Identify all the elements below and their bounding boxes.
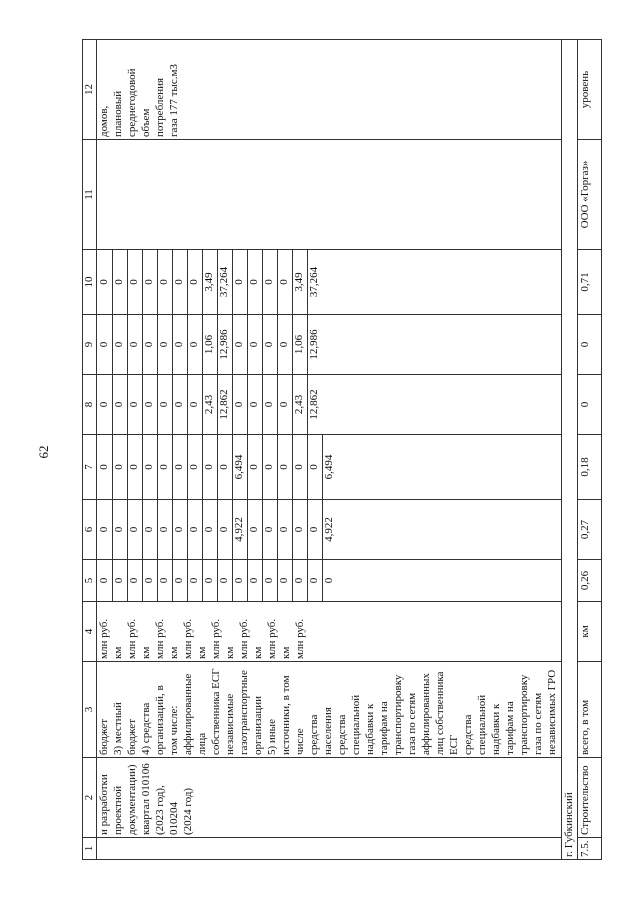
cell-line: 0 [308, 560, 323, 601]
cell-line: 0 [233, 375, 248, 434]
cell-line: квартал 010106 [140, 763, 152, 835]
table-row [577, 40, 601, 860]
column-number: 4 [83, 602, 97, 662]
page-number: 62 [36, 445, 51, 459]
values-col9 [97, 315, 562, 375]
cell-line: 0 [143, 500, 158, 559]
cell-line: 0 [278, 435, 293, 499]
cell-line: км [112, 646, 124, 659]
cell-line: 0 [248, 560, 263, 601]
cell-line: 0 [158, 375, 173, 434]
cell-line: средства [462, 714, 474, 755]
column-number: 8 [83, 375, 97, 435]
cell-line: 0 [143, 560, 158, 601]
table-row [97, 40, 562, 860]
cell-line: 0 [293, 560, 308, 601]
cell-line: 0 [173, 315, 188, 374]
cell-line: 0 [248, 315, 263, 374]
cell-line: (2023 год), [154, 785, 166, 835]
cell-line: 0 [143, 435, 158, 499]
cell-line: 3,49 [203, 250, 218, 314]
cell-line: независимых ГРО [546, 669, 558, 755]
values-col8 [97, 375, 562, 435]
cell-line: км [196, 646, 208, 659]
note: уровень [577, 40, 601, 140]
column-number: 6 [83, 500, 97, 560]
cell-line: 0 [203, 500, 218, 559]
cell-line: 0 [158, 560, 173, 601]
cell-line: газа по сетям [532, 692, 544, 755]
cell-line: 0 [248, 250, 263, 314]
value-col5: 0,26 [577, 560, 601, 602]
cell-line: 2,43 [203, 375, 218, 434]
value-col8: 0 [577, 375, 601, 435]
cell-line: населения [322, 707, 334, 755]
cell-line: транспортировку [392, 674, 404, 755]
cell-line: 12,986 [308, 329, 320, 360]
cell-line: 0 [98, 250, 113, 314]
row-number-cell [97, 838, 562, 860]
cell-line: 0 [158, 435, 173, 499]
cell-line: 0 [188, 315, 203, 374]
cell-line: 0 [263, 315, 278, 374]
cell-line: 0 [188, 435, 203, 499]
cell-line: 0 [293, 435, 308, 499]
cell-line: 0 [188, 250, 203, 314]
cell-line: бюджет [126, 719, 138, 755]
cell-line: 0 [248, 500, 263, 559]
cell-line: домов, [98, 105, 110, 137]
cell-line: 0 [203, 435, 218, 499]
cell-line: 0 [218, 435, 233, 499]
cell-line: 0 [113, 250, 128, 314]
cell-line: источники, в том [280, 675, 292, 755]
cell-line: специальной [476, 694, 488, 755]
cell-line: аффилированных [420, 673, 432, 755]
investment-table [82, 39, 602, 860]
cell-line: км [168, 646, 180, 659]
event-name: Строительство [577, 758, 601, 838]
cell-line: объем [140, 108, 152, 137]
cell-line: 0 [278, 250, 293, 314]
cell-line: 0 [128, 560, 143, 601]
column-number: 2 [83, 758, 97, 838]
cell-line: 0 [188, 560, 203, 601]
value-col7: 0,18 [577, 435, 601, 500]
cell-line: 3,49 [293, 250, 308, 314]
city-row [562, 40, 578, 860]
cell-line: газа по сетям [406, 692, 418, 755]
column-number: 10 [83, 250, 97, 315]
cell-line: и разработки [98, 774, 110, 835]
column-number: 5 [83, 560, 97, 602]
cell-line: 0 [188, 500, 203, 559]
value-col10: 0,71 [577, 250, 601, 315]
cell-line: лица [196, 732, 208, 755]
cell-line: плановый [112, 90, 124, 137]
value-col9: 0 [577, 315, 601, 375]
cell-line: млн руб. [154, 618, 166, 659]
column-number: 1 [83, 838, 97, 860]
cell-line: 1,06 [293, 315, 308, 374]
values-col7 [97, 435, 562, 500]
column-number: 11 [83, 140, 97, 250]
cell-line: 0 [128, 500, 143, 559]
cell-line: 4,922 [323, 517, 335, 542]
organization-cell [97, 140, 562, 250]
cell-line: 0 [158, 500, 173, 559]
notes-cell [97, 40, 562, 140]
cell-line: 0 [233, 250, 248, 314]
values-col10 [97, 250, 562, 315]
cell-line: 0 [263, 560, 278, 601]
cell-line: млн руб. [210, 618, 222, 659]
cell-line: 0 [248, 435, 263, 499]
cell-line: 0 [218, 500, 233, 559]
cell-line: км [280, 646, 292, 659]
cell-line: 0 [113, 560, 128, 601]
column-number: 12 [83, 40, 97, 140]
row-number: 7.5. [577, 838, 601, 860]
cell-line: 0 [188, 375, 203, 434]
units-cell [97, 602, 562, 662]
cell-line: 12,862 [308, 389, 320, 420]
cell-line: млн руб. [182, 618, 194, 659]
organization: ООО «Горгаз» [577, 140, 601, 250]
cell-line: 12,862 [218, 375, 233, 434]
cell-line: млн руб. [98, 618, 110, 659]
cell-line: 0 [128, 435, 143, 499]
cell-line: 0 [263, 375, 278, 434]
cell-line: газотранспортные [238, 670, 250, 755]
cell-line: 0 [308, 435, 323, 499]
cell-line: 3) местный [112, 702, 124, 755]
cell-line: млн руб. [126, 618, 138, 659]
values-col5 [97, 560, 562, 602]
cell-line: 12,986 [218, 315, 233, 374]
cell-line: 0 [323, 577, 335, 584]
cell-line: 0 [233, 315, 248, 374]
cell-line: 0 [293, 500, 308, 559]
cell-line: 6,494 [323, 454, 335, 480]
cell-line: 0 [98, 560, 113, 601]
cell-line: организации [252, 695, 264, 755]
cell-line: тарифам на [378, 701, 390, 755]
cell-line: 2,43 [293, 375, 308, 434]
cell-line: 0 [278, 560, 293, 601]
column-number: 9 [83, 315, 97, 375]
cell-line: надбавки к [490, 703, 502, 755]
cell-line: 0 [158, 250, 173, 314]
cell-line: 37,264 [218, 250, 233, 314]
cell-line: 0 [98, 500, 113, 559]
funding-source: всего, в том [577, 662, 601, 758]
cell-line: млн руб. [266, 618, 278, 659]
unit: км [577, 602, 601, 662]
cell-line: 0 [278, 500, 293, 559]
cell-line: 0 [173, 250, 188, 314]
cell-line: 0 [278, 375, 293, 434]
cell-line: 0 [113, 375, 128, 434]
cell-line: 0 [143, 315, 158, 374]
rotated-page-content [82, 40, 602, 860]
cell-line: км [140, 646, 152, 659]
cell-line: 0 [173, 500, 188, 559]
cell-line: 0 [263, 250, 278, 314]
city-name: г. Губкинский [562, 40, 578, 860]
cell-line: организаций, в [154, 685, 166, 755]
cell-line: 0 [248, 375, 263, 434]
cell-line: 0 [113, 435, 128, 499]
cell-line: надбавки к [364, 703, 376, 755]
cell-line: 0 [173, 560, 188, 601]
cell-line: 0 [98, 315, 113, 374]
column-number-row [83, 40, 97, 860]
cell-line: 0 [128, 315, 143, 374]
cell-line: аффилированные [182, 673, 194, 755]
cell-line: 4,922 [233, 500, 248, 559]
cell-line: бюджет [98, 719, 110, 755]
column-number: 3 [83, 662, 97, 758]
cell-line: средства [336, 714, 348, 755]
cell-line: числе [294, 728, 306, 755]
event-description-cell [97, 758, 562, 838]
cell-line: 6,494 [233, 435, 248, 499]
cell-line: 0 [173, 435, 188, 499]
cell-line: 0 [278, 315, 293, 374]
cell-line: 4) средства [140, 702, 152, 755]
cell-line: 0 [308, 500, 323, 559]
cell-line: 37,264 [308, 266, 320, 298]
values-col6 [97, 500, 562, 560]
cell-line: км [224, 646, 236, 659]
cell-line: 0 [263, 435, 278, 499]
cell-line: специальной [350, 694, 362, 755]
cell-line: 0 [203, 560, 218, 601]
cell-line: тарифам на [504, 701, 516, 755]
cell-line: лиц собственника [434, 671, 446, 755]
cell-line: газа 177 тыс.м3 [168, 64, 180, 137]
cell-line: 5) иные [266, 719, 278, 755]
cell-line: 1,06 [203, 315, 218, 374]
cell-line: млн руб. [294, 618, 306, 659]
cell-line: ЕСГ [448, 734, 460, 755]
cell-line: документации) [126, 764, 138, 835]
cell-line: среднегодовой [126, 68, 138, 137]
cell-line: 0 [128, 250, 143, 314]
cell-line: 0 [143, 250, 158, 314]
cell-line: 0 [98, 435, 113, 499]
cell-line: 0 [128, 375, 143, 434]
cell-line: проектной [112, 785, 124, 835]
cell-line: 0 [218, 560, 233, 601]
funding-sources-cell [97, 662, 562, 758]
cell-line: км [252, 646, 264, 659]
cell-line: транспортировку [518, 674, 530, 755]
cell-line: 0 [158, 315, 173, 374]
cell-line: потребления [154, 77, 166, 137]
cell-line: 0 [113, 500, 128, 559]
cell-line: 0 [263, 500, 278, 559]
cell-line: 0 [143, 375, 158, 434]
cell-line: (2024 год) [182, 787, 194, 835]
cell-line: 0 [98, 375, 113, 434]
cell-line: собственника ЕСГ [210, 668, 222, 755]
cell-line: средства [308, 714, 320, 755]
value-col6: 0,27 [577, 500, 601, 560]
column-number: 7 [83, 435, 97, 500]
cell-line: 010204 [168, 802, 180, 835]
cell-line: 0 [233, 560, 248, 601]
cell-line: том числе: [168, 705, 180, 755]
cell-line: 0 [113, 315, 128, 374]
cell-line: 0 [173, 375, 188, 434]
cell-line: независимые [224, 693, 236, 755]
cell-line: млн руб. [238, 618, 250, 659]
